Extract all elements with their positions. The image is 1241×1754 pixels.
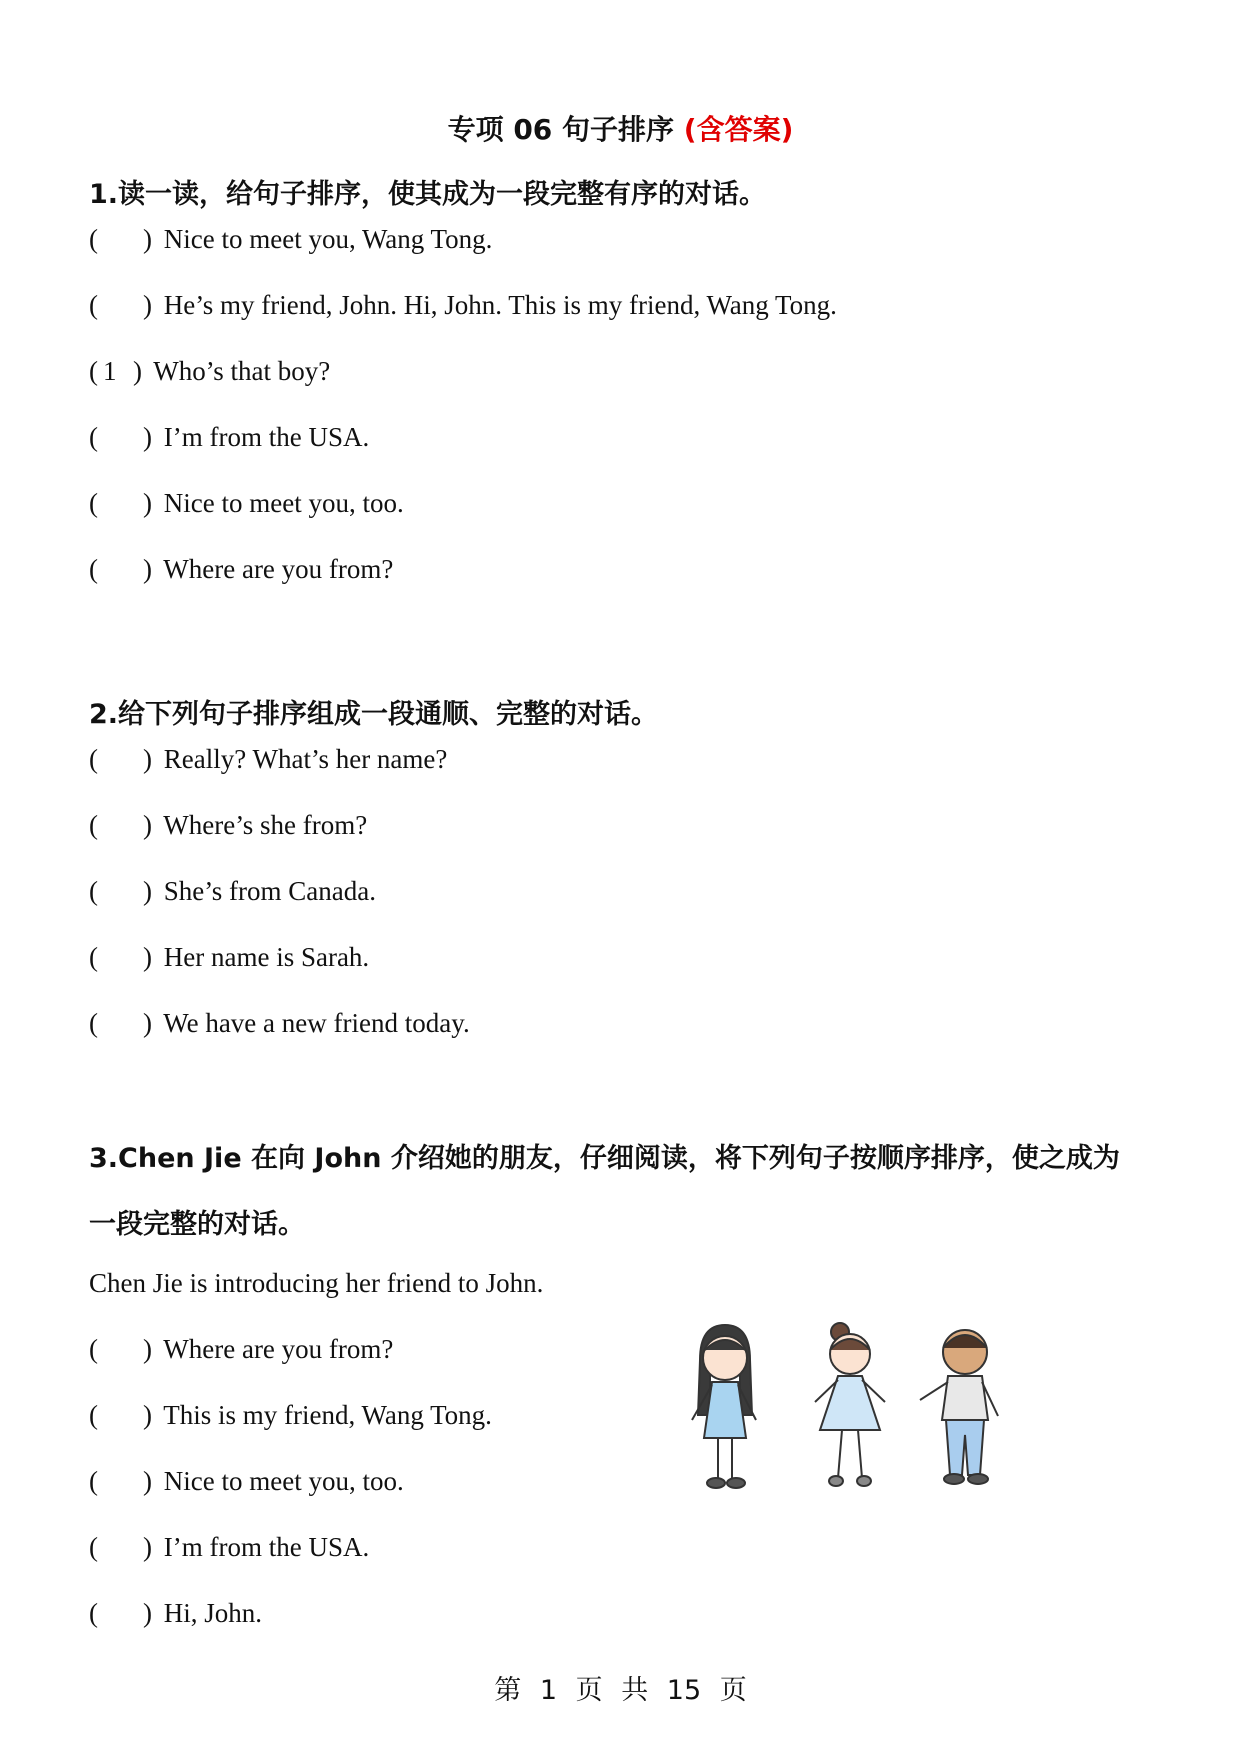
q1-item: ( 1 ) Who’s that boy? [89,356,331,386]
q1-item: ( ) Nice to meet you, too. [89,488,404,518]
sentence-text: This is my friend, Wang Tong. [163,1400,492,1430]
q2-heading: 2.给下列句子排序组成一段通顺、完整的对话。 [89,699,659,730]
sentence-text: Where are you from? [163,554,394,584]
answer-blank[interactable]: 1 [103,356,117,386]
q3-item: ( ) Nice to meet you, too. [89,1466,404,1496]
sentence-text: Where are you from? [163,1334,394,1364]
q2-item: ( ) We have a new friend today. [89,1008,470,1038]
q1-item: ( ) Where are you from? [89,554,394,584]
sentence-text: Her name is Sarah. [163,942,370,972]
q3-item: ( ) I’m from the USA. [89,1532,370,1562]
page-footer: 第 1 页 共 15 页 [494,1675,747,1706]
q2-item: ( ) Really? What’s her name? [89,744,448,774]
q3-intro: Chen Jie is introducing her friend to John. [89,1268,544,1298]
q1-item: ( ) I’m from the USA. [89,422,370,452]
sentence-text: I’m from the USA. [163,422,370,452]
page-title [0,108,1241,148]
q2-item: ( ) Her name is Sarah. [89,942,370,972]
sentence-text: He’s my friend, John. Hi, John. This is my friend, Wang Tong. [163,290,837,320]
q2-item: ( ) Where’s she from? [89,810,368,840]
q3-item: ( ) Where are you from? [89,1334,394,1364]
girl-wang-tong-figure [815,1323,885,1486]
q3-item: ( ) This is my friend, Wang Tong. [89,1400,492,1430]
sentence-text: Nice to meet you, too. [163,1466,404,1496]
q1-item: ( ) Nice to meet you, Wang Tong. [89,224,493,254]
sentence-text: I’m from the USA. [163,1532,370,1562]
children-illustration [680,1320,1040,1500]
boy-john-figure [920,1330,998,1484]
sentence-text: Hi, John. [163,1598,263,1628]
q3-item: ( ) Hi, John. [89,1598,263,1628]
q3-heading-line2: 一段完整的对话。 [89,1209,305,1240]
sentence-text: Really? What’s her name? [163,744,448,774]
q2-item: ( ) She’s from Canada. [89,876,376,906]
title-main: 专项 06 句子排序 [447,113,675,146]
girl-chen-jie-figure [692,1325,756,1488]
sentence-text: Who’s that boy? [153,356,331,386]
sentence-text: Nice to meet you, Wang Tong. [163,224,493,254]
sentence-text: Nice to meet you, too. [163,488,404,518]
q1-heading: 1.读一读，给句子排序，使其成为一段完整有序的对话。 [89,179,767,210]
sentence-text: We have a new friend today. [163,1008,470,1038]
title-answer-tag: (含答案) [683,113,794,146]
q3-heading-line1: 3.Chen Jie 在向 John 介绍她的朋友，仔细阅读，将下列句子按顺序排序，使之成为 [89,1143,1120,1174]
q1-item: ( ) He’s my friend, John. Hi, John. This is my friend, Wang Tong. [89,290,837,320]
sentence-text: Where’s she from? [163,810,368,840]
sentence-text: She’s from Canada. [163,876,376,906]
